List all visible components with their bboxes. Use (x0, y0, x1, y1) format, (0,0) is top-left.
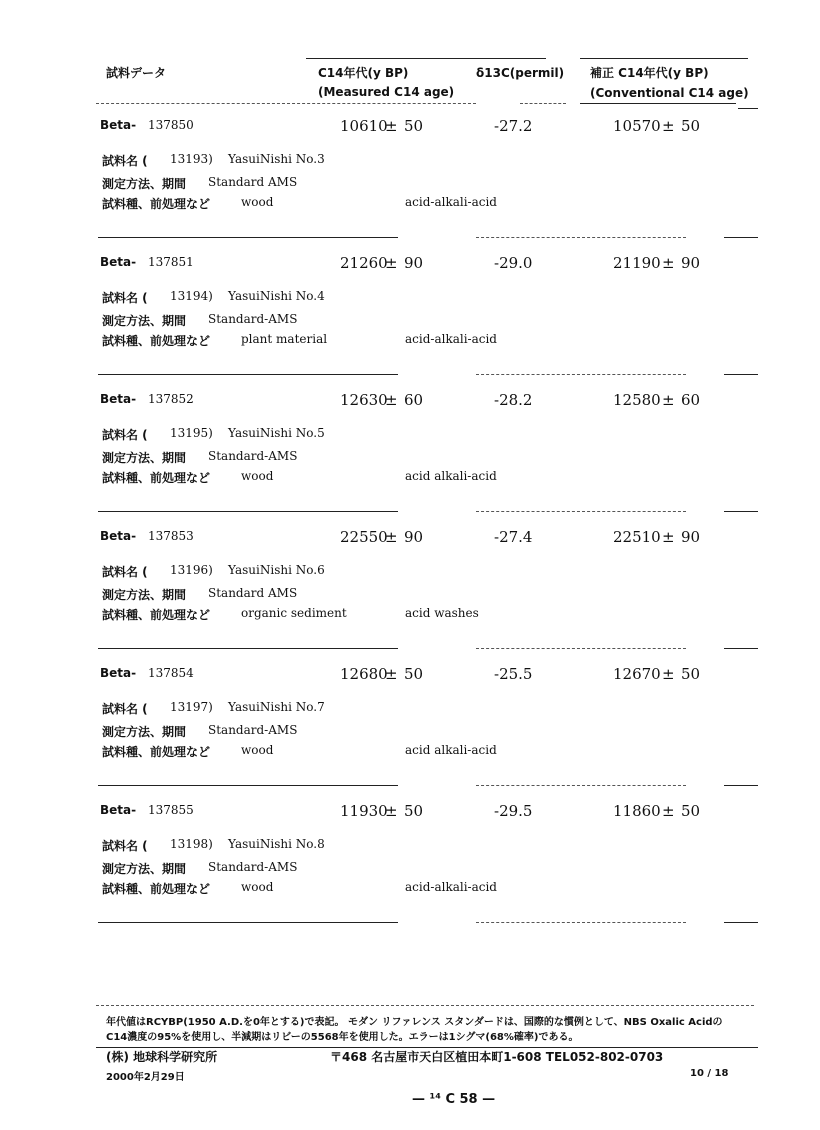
footer-top-rule (96, 1005, 754, 1006)
method-label: 測定方法、期間 (102, 451, 187, 465)
header-bottom-rule-tail (738, 108, 758, 109)
method-value: Standard-AMS (208, 449, 298, 463)
record-separator (724, 237, 758, 238)
measured-error: 90 (404, 254, 424, 272)
page-count: 10 / 18 (690, 1068, 729, 1079)
method-value: Standard AMS (208, 175, 298, 189)
conventional-error: 90 (681, 528, 701, 546)
sample-name: YasuiNishi No.8 (228, 837, 325, 851)
material-label: 試料種、前処理など (102, 471, 211, 485)
method-label: 測定方法、期間 (102, 725, 187, 739)
beta-number: 137851 (148, 255, 194, 269)
measured-age: 12630 (340, 391, 388, 409)
record-separator (98, 922, 398, 923)
header-bottom-rule-right (580, 103, 736, 104)
sample-id: 13194) (170, 289, 213, 303)
sample-id: 13198) (170, 837, 213, 851)
measured-age: 12680 (340, 665, 388, 683)
conventional-error: 60 (681, 391, 701, 409)
conventional-pm: ± (662, 254, 675, 272)
delta13c-value: -29.0 (494, 254, 533, 272)
record-separator (476, 237, 686, 238)
material-value: wood (241, 469, 274, 483)
material-label: 試料種、前処理など (102, 608, 211, 622)
conventional-age: 22510 (613, 528, 661, 546)
material-value: plant material (241, 332, 328, 346)
sample-name-label: 試料名 ( (102, 291, 148, 305)
record-separator (98, 374, 398, 375)
record-separator (724, 785, 758, 786)
col-header-delta13c: δ13C(permil) (476, 66, 565, 80)
conventional-age: 21190 (613, 254, 661, 272)
method-label: 測定方法、期間 (102, 862, 187, 876)
sample-name: YasuiNishi No.7 (228, 700, 325, 714)
sample-name: YasuiNishi No.6 (228, 563, 325, 577)
material-value: wood (241, 195, 274, 209)
material-label: 試料種、前処理など (102, 745, 211, 759)
pretreatment-value: acid-alkali-acid (405, 332, 497, 346)
header-bottom-rule (96, 103, 476, 104)
delta13c-value: -27.2 (494, 117, 533, 135)
beta-number: 137850 (148, 118, 194, 132)
pretreatment-value: acid washes (405, 606, 479, 620)
method-value: Standard AMS (208, 586, 298, 600)
record-separator (476, 374, 686, 375)
beta-number: 137852 (148, 392, 194, 406)
delta13c-value: -28.2 (494, 391, 533, 409)
page-number: — ¹⁴ C 58 — (412, 1092, 496, 1107)
record-separator (476, 511, 686, 512)
sample-name-label: 試料名 ( (102, 428, 148, 442)
col-header-sample: 試料データ (106, 66, 167, 80)
measured-pm: ± (385, 254, 398, 272)
sample-name: YasuiNishi No.3 (228, 152, 325, 166)
record-separator (98, 511, 398, 512)
beta-prefix: Beta- (100, 118, 137, 132)
measured-pm: ± (385, 391, 398, 409)
conventional-pm: ± (662, 528, 675, 546)
pretreatment-value: acid-alkali-acid (405, 195, 497, 209)
record-separator (98, 785, 398, 786)
record-separator (98, 648, 398, 649)
pretreatment-value: acid alkali-acid (405, 743, 497, 757)
measured-pm: ± (385, 665, 398, 683)
measured-age: 11930 (340, 802, 388, 820)
sample-id: 13193) (170, 152, 213, 166)
record-separator (476, 648, 686, 649)
record-separator (724, 374, 758, 375)
record-separator (724, 648, 758, 649)
sample-id: 13195) (170, 426, 213, 440)
material-label: 試料種、前処理など (102, 197, 211, 211)
record-separator (476, 922, 686, 923)
conventional-pm: ± (662, 391, 675, 409)
material-value: wood (241, 743, 274, 757)
material-value: organic sediment (241, 606, 347, 620)
method-value: Standard-AMS (208, 312, 298, 326)
conventional-error: 50 (681, 665, 701, 683)
record-separator (98, 237, 398, 238)
pretreatment-value: acid-alkali-acid (405, 880, 497, 894)
material-label: 試料種、前処理など (102, 334, 211, 348)
beta-prefix: Beta- (100, 392, 137, 406)
conventional-error: 50 (681, 802, 701, 820)
conventional-age: 12580 (613, 391, 661, 409)
method-label: 測定方法、期間 (102, 177, 187, 191)
measured-error: 50 (404, 665, 424, 683)
header-bottom-rule-mid (520, 103, 566, 104)
method-value: Standard-AMS (208, 723, 298, 737)
measured-error: 60 (404, 391, 424, 409)
sample-id: 13196) (170, 563, 213, 577)
beta-number: 137853 (148, 529, 194, 543)
measured-error: 90 (404, 528, 424, 546)
measured-pm: ± (385, 802, 398, 820)
record-separator (724, 511, 758, 512)
col-header-c14-age: C14年代(y BP) (318, 66, 409, 80)
record-separator (724, 922, 758, 923)
conventional-pm: ± (662, 802, 675, 820)
measured-error: 50 (404, 117, 424, 135)
record-separator (476, 785, 686, 786)
beta-number: 137854 (148, 666, 194, 680)
sample-name-label: 試料名 ( (102, 565, 148, 579)
delta13c-value: -27.4 (494, 528, 533, 546)
method-label: 測定方法、期間 (102, 588, 187, 602)
conventional-age: 11860 (613, 802, 661, 820)
conventional-pm: ± (662, 665, 675, 683)
sample-name-label: 試料名 ( (102, 702, 148, 716)
beta-number: 137855 (148, 803, 194, 817)
delta13c-value: -25.5 (494, 665, 533, 683)
sample-name-label: 試料名 ( (102, 154, 148, 168)
material-value: wood (241, 880, 274, 894)
sample-name: YasuiNishi No.5 (228, 426, 325, 440)
conventional-error: 50 (681, 117, 701, 135)
conventional-pm: ± (662, 117, 675, 135)
beta-prefix: Beta- (100, 529, 137, 543)
measured-pm: ± (385, 117, 398, 135)
conventional-error: 90 (681, 254, 701, 272)
col-header-c14-age-en: (Measured C14 age) (318, 85, 455, 99)
measured-pm: ± (385, 528, 398, 546)
delta13c-value: -29.5 (494, 802, 533, 820)
measured-error: 50 (404, 802, 424, 820)
beta-prefix: Beta- (100, 803, 137, 817)
col-header-conventional-en: (Conventional C14 age) (590, 86, 749, 100)
sample-name-label: 試料名 ( (102, 839, 148, 853)
beta-prefix: Beta- (100, 666, 137, 680)
col-header-conventional: 補正 C14年代(y BP) (590, 66, 709, 80)
pretreatment-value: acid alkali-acid (405, 469, 497, 483)
method-label: 測定方法、期間 (102, 314, 187, 328)
footer-note-line2: C14濃度の95%を使用し、半減期はリビーの5568年を使用した。エラーは1シグマ(68%確率)である。 (106, 1032, 579, 1043)
header-top-rule-right (580, 58, 748, 59)
conventional-age: 12670 (613, 665, 661, 683)
conventional-age: 10570 (613, 117, 661, 135)
company-address: 〒468 名古屋市天白区植田本町1-608 TEL052-802-0703 (330, 1050, 664, 1064)
beta-prefix: Beta- (100, 255, 137, 269)
measured-age: 10610 (340, 117, 388, 135)
report-date: 2000年2月29日 (106, 1072, 185, 1083)
measured-age: 21260 (340, 254, 388, 272)
sample-name: YasuiNishi No.4 (228, 289, 325, 303)
footer-note-line1: 年代値はRCYBP(1950 A.D.を0年とする)で表記。 モダン リファレンス スタンダードは、国際的な慣例として、NBS Oxalic Acidの (106, 1017, 723, 1028)
header-top-rule (306, 58, 546, 59)
method-value: Standard-AMS (208, 860, 298, 874)
company-name: (株) 地球科学研究所 (106, 1050, 218, 1064)
measured-age: 22550 (340, 528, 388, 546)
sample-id: 13197) (170, 700, 213, 714)
material-label: 試料種、前処理など (102, 882, 211, 896)
